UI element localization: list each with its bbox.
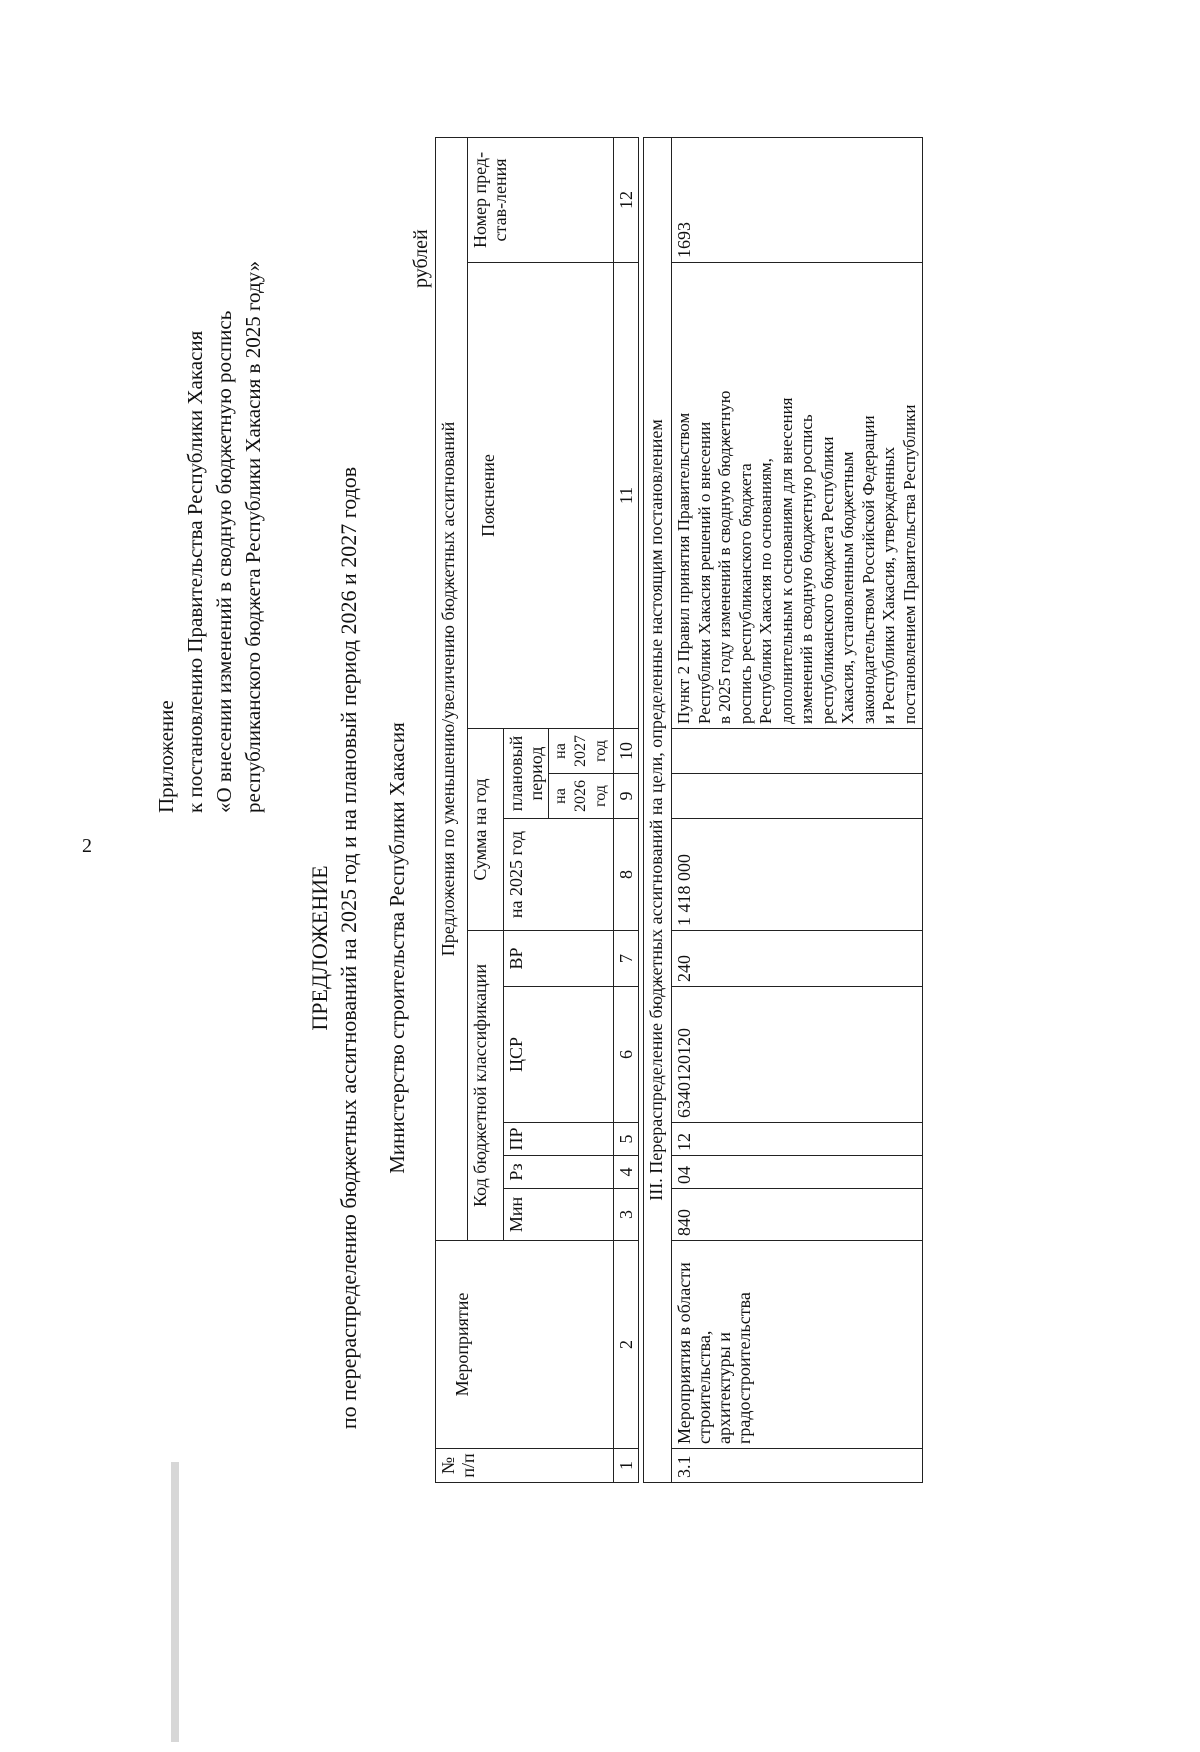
column-number: 7: [614, 931, 639, 987]
header-csr: ЦСР: [504, 987, 614, 1123]
explanation-line: республиканского бюджета Республики: [817, 436, 837, 724]
header-proposals: Предложения по уменьшению/увеличению бюджетных ассигнований: [436, 137, 468, 1240]
ministry-name: Министерство строительства Республики Хакасия: [385, 722, 409, 1174]
row-explanation: [672, 263, 923, 729]
explanation-line: Республики Хакасия по основаниям,: [756, 458, 775, 724]
row-num: 3.1: [672, 1449, 923, 1483]
explanation-line: дополнительным к основаниям для внесения: [776, 397, 796, 724]
explanation-line: и Республики Хакасия, утвержденных: [879, 446, 898, 724]
header-min: Мин: [504, 1189, 614, 1241]
row-min: 840: [672, 1189, 923, 1241]
column-number: 4: [614, 1156, 639, 1189]
column-number: 12: [614, 137, 639, 262]
header-budget-code: Код бюджетной классификации: [468, 931, 504, 1241]
header-2027: на 2027 год: [552, 735, 609, 767]
header-explanation: Пояснение: [468, 263, 614, 729]
column-number: 9: [614, 774, 639, 819]
header-2026: на 2026 год: [549, 773, 613, 818]
table-body: [643, 137, 923, 1483]
header-event: Мероприятие: [436, 1241, 614, 1449]
header-planned: плановый период: [504, 729, 549, 818]
row-2027: [672, 729, 923, 774]
appendix-line: Приложение: [154, 700, 178, 813]
row-submission-no: 1693: [672, 137, 923, 262]
header-rz: Рз: [504, 1156, 614, 1189]
explanation-line: в 2025 году изменений в сводную бюджетную: [715, 390, 734, 724]
explanation-line: Республики Хакасия решений о внесении: [694, 421, 714, 724]
appendix-line: к постановлению Правительства Республики Хакасия: [183, 330, 207, 813]
appendix-line: «О внесении изменений в сводную бюджетную роспись: [212, 310, 236, 813]
page-number: 2: [82, 835, 92, 857]
column-number: 5: [614, 1123, 639, 1156]
explanation-line: Пункт 2 Правил принятия Правительством: [674, 412, 693, 724]
header-2025: на 2025 год: [504, 819, 614, 931]
row-event: Мероприятия в области строительства, архитектуры и градостроительства: [672, 1241, 923, 1449]
row-csr: 6340120120: [672, 987, 923, 1123]
column-number: 3: [614, 1189, 639, 1241]
units-label: рублей: [410, 229, 432, 288]
column-number: 2: [614, 1241, 639, 1449]
header-vr: ВР: [504, 931, 614, 987]
table-header: [435, 137, 639, 1483]
row-vr: 240: [672, 931, 923, 987]
header-num: № п/п: [436, 1449, 614, 1483]
explanation-line: законодательством Российской Федерации: [858, 415, 878, 724]
appendix-line: республиканского бюджета Республики Хакасия в 2025 году»: [241, 260, 265, 813]
header-submission-no: Номер пред-став-ления: [468, 137, 614, 262]
column-number: 6: [614, 987, 639, 1123]
rotated-page: [130, 30, 1170, 1668]
header-planned-period: [504, 729, 614, 819]
header-pr: ПР: [504, 1123, 614, 1156]
explanation-line: изменений в сводную бюджетную роспись: [797, 414, 816, 724]
explanation-line: роспись республиканского бюджета: [735, 463, 755, 724]
header-sum-year: Сумма на год: [468, 729, 504, 931]
title-main: ПРЕДЛОЖЕНИЕ: [307, 865, 332, 1031]
explanation-line: Хакасия, установленным бюджетным: [838, 451, 857, 724]
column-number: 10: [614, 729, 639, 774]
section-title: III. Перераспределение бюджетных ассигнований на цели, определенные настоящим постановлением: [644, 137, 672, 1482]
row-2025: 1 418 000: [672, 819, 923, 931]
row-rz: 04: [672, 1156, 923, 1189]
table-row: [672, 137, 923, 1482]
explanation-line: постановлением Правительства Республики: [899, 404, 919, 724]
row-pr: 12: [672, 1123, 923, 1156]
document-title: [305, 228, 363, 1668]
appendix-block: [152, 53, 268, 813]
row-2026: [672, 774, 923, 819]
column-number: 8: [614, 819, 639, 931]
title-sub: по перераспределению бюджетных ассигнований на 2025 год и на плановый период 2026 и 2027 годов: [336, 466, 361, 1430]
column-number: 1: [614, 1449, 639, 1483]
column-number: 11: [614, 263, 639, 729]
